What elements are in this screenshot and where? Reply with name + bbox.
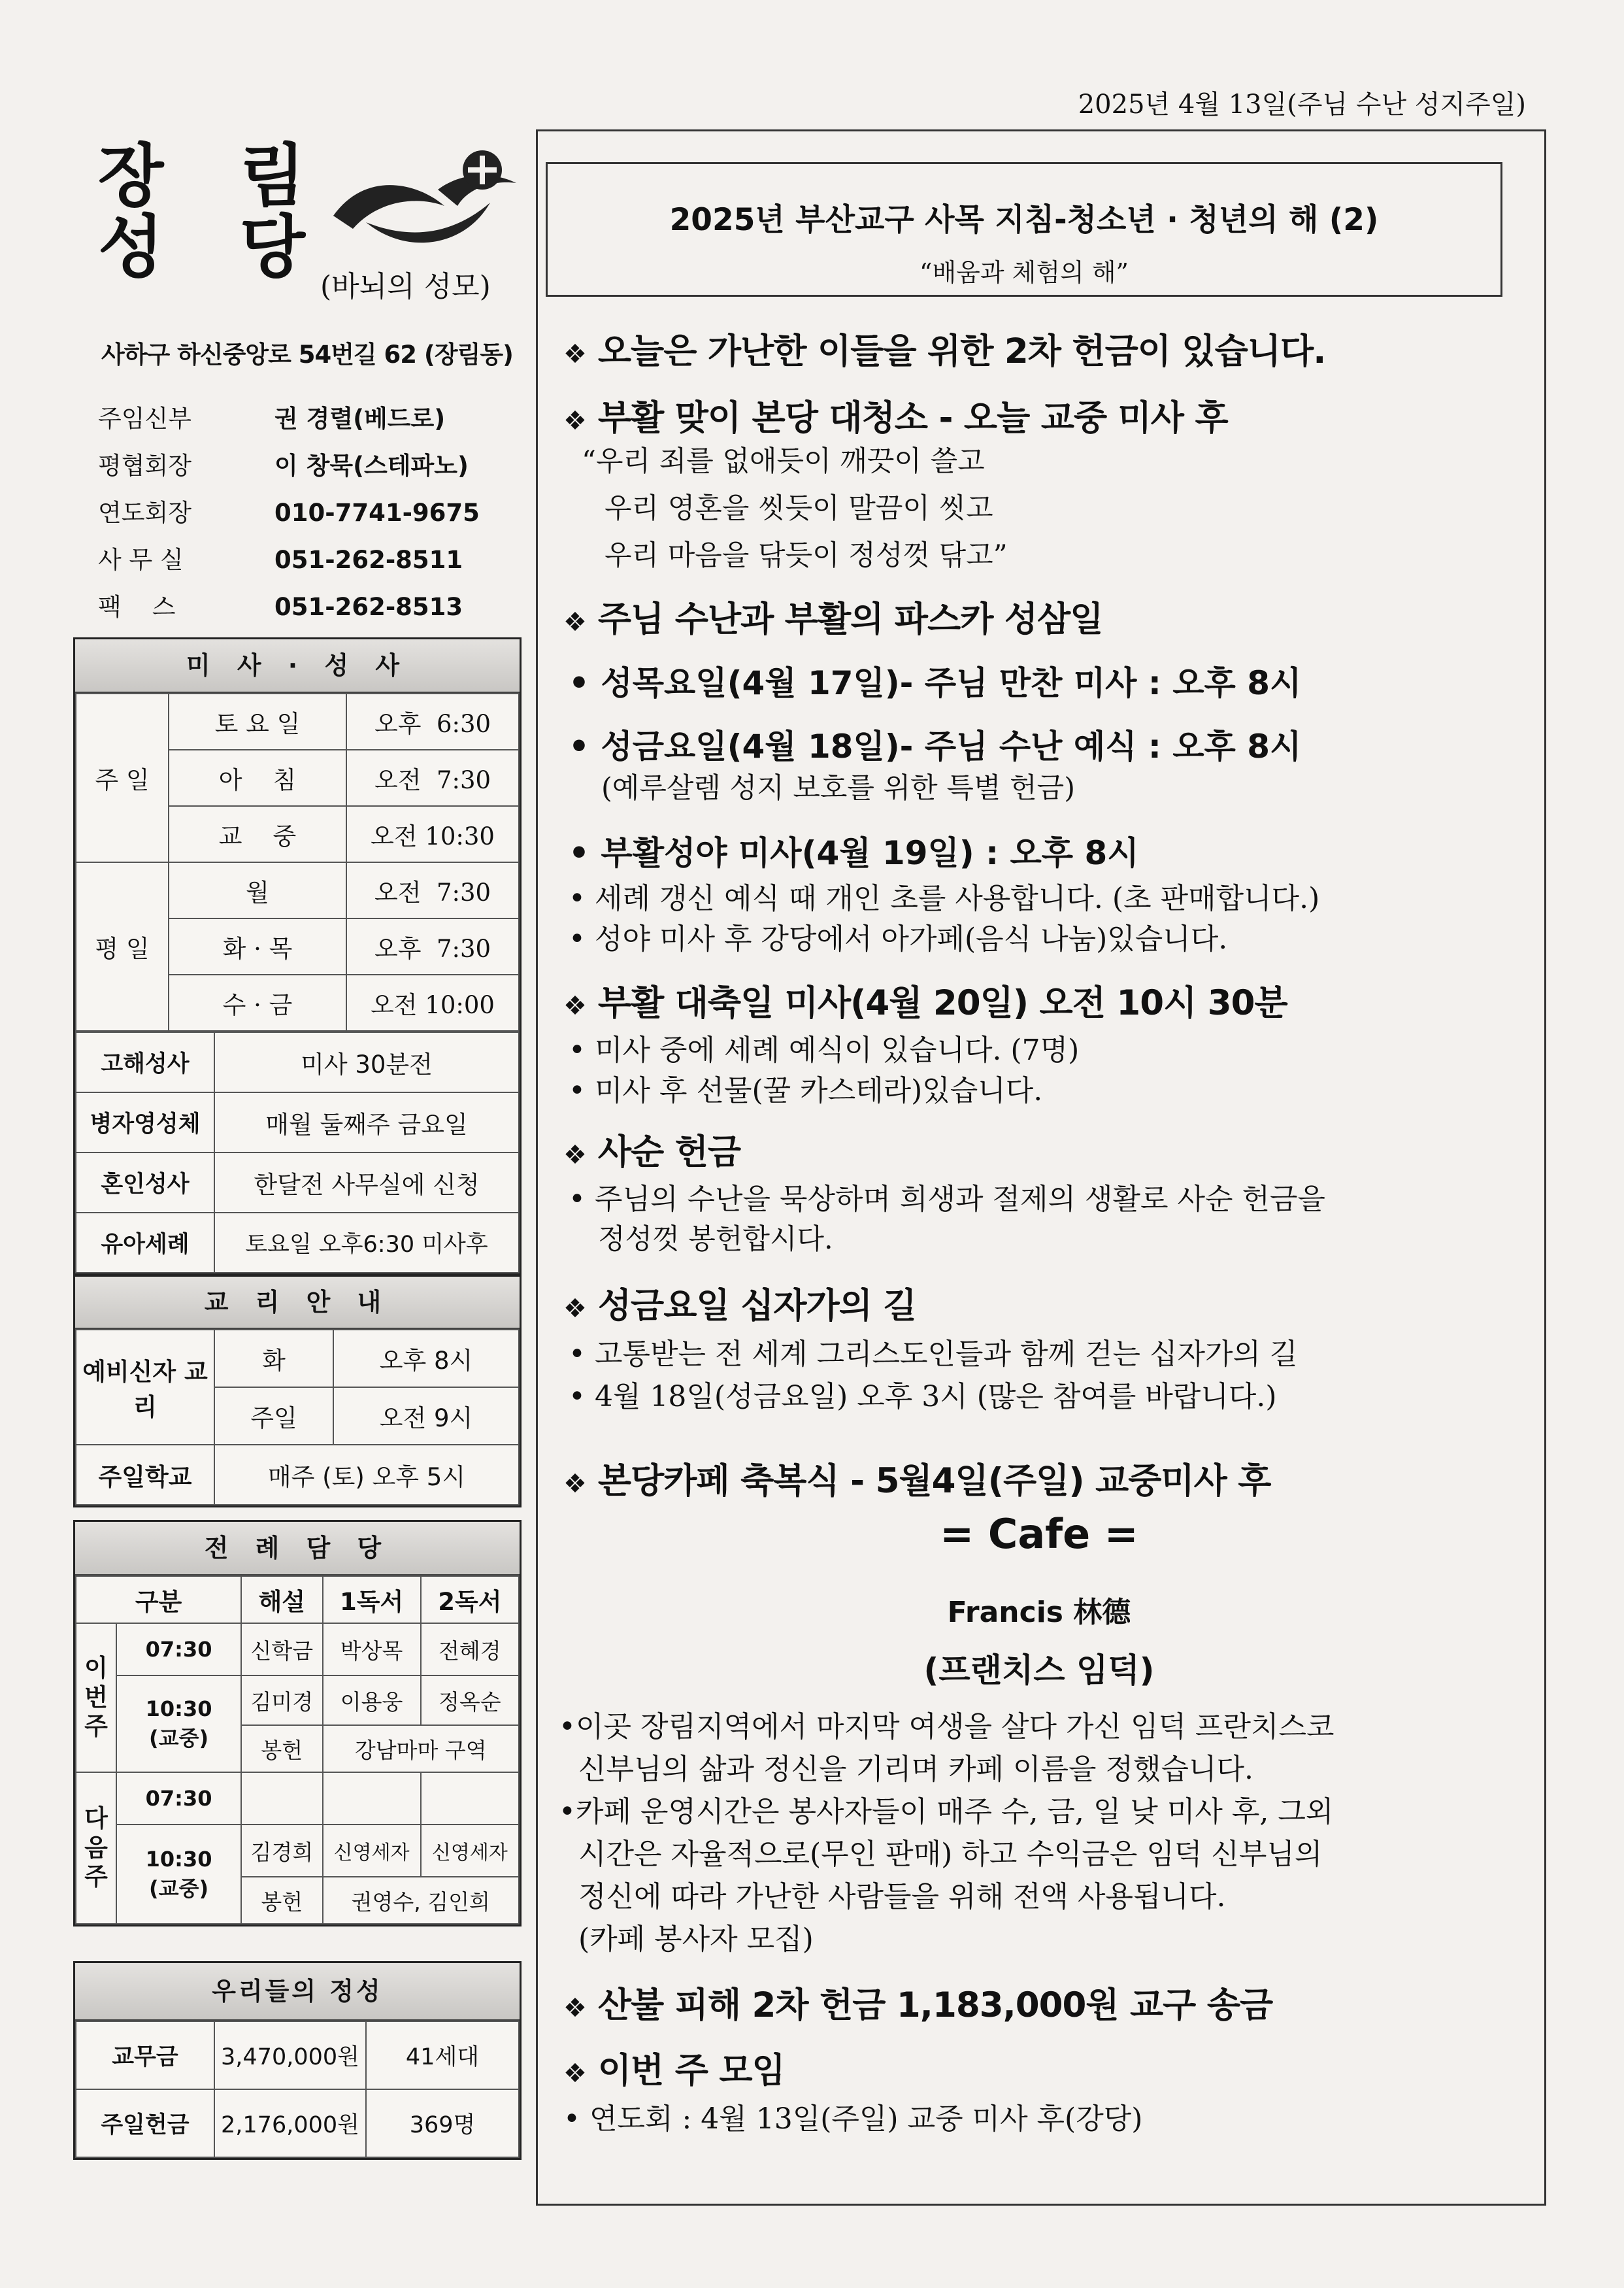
mass-time: 오전 7:30: [346, 862, 519, 918]
bullet-text: 성목요일(4월 17일)- 주님 만찬 미사 : 오후 8시: [601, 664, 1302, 702]
staff-value: 이 창묵(스테파노): [274, 452, 469, 480]
bullet-text: 세례 갱신 예식 때 개인 초를 사용합니다. (초 판매합니다.): [594, 882, 1320, 915]
liturgy-person: 권영수, 김인희: [323, 1877, 520, 1924]
notice-text: 부활 대축일 미사(4월 20일) 오전 10시 30분: [597, 983, 1287, 1023]
staff-value: 권 경렬(베드로): [274, 405, 446, 433]
mass-time: 오후 7:30: [346, 918, 519, 975]
staff-role: 주임신부: [98, 405, 191, 433]
bullet-text: 주님의 수난을 묵상하며 희생과 절제의 생활로 사순 헌금을: [594, 1183, 1325, 1216]
catechism-table: [75, 1329, 520, 1506]
staff-role: 사 무 실: [98, 546, 184, 574]
catechism-label: 예비신자 교리: [76, 1330, 214, 1445]
sacrament-value: 매월 둘째주 금요일: [214, 1092, 519, 1152]
staff-row: [98, 446, 503, 481]
parish-name-line1: 장 림: [98, 136, 332, 216]
liturgy-col: 1독서: [323, 1576, 421, 1623]
bullet-item: [569, 720, 1301, 767]
mass-header: 미 사 · 성 사: [75, 639, 520, 693]
mass-day: 교 중: [169, 806, 346, 862]
parish-name: [98, 136, 332, 288]
notice-heading: [563, 2043, 785, 2093]
diamond-icon: ❖: [563, 406, 586, 436]
liturgy-person: [241, 1772, 322, 1825]
notice-heading: [563, 592, 1102, 641]
liturgy-time: [116, 1675, 241, 1772]
mass-day: 화 · 목: [169, 918, 346, 975]
notice-heading: [563, 1278, 916, 1328]
staff-row: [98, 540, 503, 575]
bullet-icon: •: [569, 834, 589, 872]
liturgy-person: 김미경: [241, 1675, 322, 1725]
liturgy-person: [421, 1772, 519, 1825]
liturgy-time-sub: (교중): [149, 1876, 209, 1901]
bullet-icon: •: [569, 1034, 586, 1067]
catechism-header: 교 리 안 내: [75, 1277, 520, 1329]
offering-amount: 2,176,000원: [214, 2089, 366, 2157]
theme-box: [546, 162, 1502, 297]
offering-count: 41세대: [366, 2021, 519, 2089]
diamond-icon: ❖: [563, 1993, 586, 2023]
sacrament-name: 혼인성사: [76, 1152, 214, 1213]
mass-table: [75, 693, 520, 1032]
cafe-francis: Francis 林德: [947, 1596, 1131, 1629]
bullet-icon: •: [569, 728, 589, 765]
catechism-time: 오후 8시: [333, 1330, 519, 1387]
sunday-label: 주 일: [76, 694, 169, 862]
liturgy-person: 봉헌: [241, 1877, 322, 1924]
bullet-continuation: (카페 봉사자 모집): [578, 1923, 814, 1956]
bullet-icon: •: [569, 882, 586, 915]
parish-name-line2: 성 당: [98, 207, 332, 288]
liturgy-header: 전 례 담 당: [75, 1522, 520, 1575]
mass-day: 월: [169, 862, 346, 918]
liturgy-person: 신학금: [241, 1623, 322, 1675]
liturgy-time-main: 10:30: [145, 1847, 212, 1872]
bullet-text: 미사 후 선물(꿀 카스테라)있습니다.: [594, 1074, 1043, 1107]
sunday-school-value: 매주 (토) 오후 5시: [214, 1445, 519, 1505]
bullet-item: [569, 915, 1227, 957]
sunday-school-label: 주일학교: [76, 1445, 214, 1505]
catechism-day: 화: [214, 1330, 333, 1387]
notice-heading: [563, 1977, 1272, 2027]
bullet-icon: •: [569, 664, 589, 702]
liturgy-person: 정옥순: [421, 1675, 519, 1725]
staff-row: [98, 399, 503, 434]
bullet-text: 이곳 장림지역에서 마지막 여생을 살다 가신 임덕 프란치스코: [575, 1710, 1334, 1743]
bullet-text: 성야 미사 후 강당에서 아가페(음식 나눔)있습니다.: [594, 922, 1228, 956]
bullet-item: [569, 1330, 1297, 1372]
sacrament-table: [75, 1032, 520, 1273]
theme-title: 2025년 부산교구 사목 지침-청소년 · 청년의 해 (2): [669, 202, 1379, 238]
bullet-item: [559, 1703, 1334, 1745]
quote-line: “우리 죄를 없애듯이 깨끗이 쓸고: [582, 445, 985, 478]
parish-logo-icon: [327, 144, 523, 255]
diamond-icon: ❖: [563, 991, 586, 1021]
bullet-text: 고통받는 전 세계 그리스도인들과 함께 걷는 십자가의 길: [594, 1337, 1298, 1371]
diamond-icon: ❖: [563, 2059, 586, 2089]
catechism-panel: [73, 1275, 522, 1507]
weekday-label: 평 일: [76, 862, 169, 1031]
sacrament-name: 병자영성체: [76, 1092, 214, 1152]
notice-text: 부활 맞이 본당 대청소 - 오늘 교중 미사 후: [597, 398, 1228, 438]
notice-text: 주님 수난과 부활의 파스카 성삼일: [597, 599, 1103, 639]
liturgy-person: 전혜경: [421, 1623, 519, 1675]
mass-panel: [73, 637, 522, 1275]
mass-time: 오전 10:00: [346, 975, 519, 1031]
parish-patron: (바뇌의 성모): [320, 270, 491, 303]
this-week-label: 이 번 주: [76, 1623, 116, 1772]
offering-count: 369명: [366, 2089, 519, 2157]
cafe-korean-name: (프랜치스 임덕): [923, 1651, 1155, 1689]
sacrament-name: 고해성사: [76, 1032, 214, 1092]
offering-table: [75, 2021, 520, 2158]
bullet-item: [559, 1788, 1333, 1830]
offering-amount: 3,470,000원: [214, 2021, 366, 2089]
liturgy-person: 신영세자: [323, 1825, 421, 1877]
mass-time: 오후 6:30: [346, 694, 519, 750]
offering-header: 우리들의 정성: [75, 1963, 520, 2021]
liturgy-person: 박상목: [323, 1623, 421, 1675]
bullet-icon: •: [569, 922, 586, 956]
liturgy-person: 강남마마 구역: [323, 1725, 520, 1772]
liturgy-time: 07:30: [116, 1772, 241, 1825]
quote-line: 우리 영혼을 씻듯이 말끔이 씻고: [605, 492, 993, 525]
catechism-day: 주일: [214, 1387, 333, 1445]
notice-heading: [563, 324, 1325, 373]
bullet-item: [569, 827, 1139, 874]
quote-line: 우리 마음을 닦듯이 정성껏 닦고”: [605, 539, 1008, 572]
liturgy-time: 07:30: [116, 1623, 241, 1675]
liturgy-col: 해설: [241, 1576, 322, 1623]
liturgy-time-main: 10:30: [145, 1696, 212, 1722]
bullet-item: [569, 1373, 1277, 1415]
liturgy-person: 이용웅: [323, 1675, 421, 1725]
mass-day: 수 · 금: [169, 975, 346, 1031]
offering-name: 주일헌금: [76, 2089, 214, 2157]
notice-text: 이번 주 모임: [597, 2051, 785, 2091]
offering-panel: [73, 1961, 522, 2160]
staff-role: 팩 스: [98, 593, 176, 621]
sacrament-name: 유아세례: [76, 1213, 214, 1273]
diamond-icon: ❖: [563, 1469, 586, 1499]
bulletin-date: 2025년 4월 13일(주님 수난 성지주일): [1078, 90, 1526, 120]
note-line: (예루살렘 성지 보호를 위한 특별 헌금): [601, 772, 1075, 805]
liturgy-col: 2독서: [421, 1576, 519, 1623]
mass-time: 오전 10:30: [346, 806, 519, 862]
offering-name: 교무금: [76, 2021, 214, 2089]
notice-text: 사순 헌금: [597, 1132, 741, 1172]
bullet-text: 부활성야 미사(4월 19일) : 오후 8시: [601, 834, 1139, 872]
bullet-text: 연도회 : 4월 13일(주일) 교중 미사 후(강당): [589, 2102, 1143, 2136]
liturgy-person: 김경희: [241, 1825, 322, 1877]
theme-subtitle: “배움과 체험의 해”: [920, 258, 1129, 287]
liturgy-col: 구분: [76, 1576, 241, 1623]
bullet-icon: •: [559, 1710, 576, 1743]
liturgy-panel: [73, 1520, 522, 1926]
staff-value: 051-262-8513: [274, 593, 463, 621]
parish-address: 사하구 하신중앙로 54번길 62 (장림동): [101, 341, 513, 369]
mass-day: 아 침: [169, 750, 346, 806]
diamond-icon: ❖: [563, 1140, 586, 1170]
bullet-item: [569, 875, 1319, 917]
staff-row: [98, 493, 503, 528]
notice-text: 산불 피해 2차 헌금 1,183,000원 교구 송금: [597, 1985, 1273, 2025]
liturgy-person: [323, 1772, 421, 1825]
staff-role: 평협회장: [98, 452, 191, 480]
bullet-text: 미사 중에 세례 예식이 있습니다. (7명): [594, 1034, 1080, 1067]
cafe-name: = Cafe =: [940, 1510, 1138, 1558]
staff-row: [98, 587, 503, 622]
staff-role: 연도회장: [98, 499, 191, 527]
bullet-icon: •: [569, 1380, 586, 1413]
liturgy-person: 신영세자: [421, 1825, 519, 1877]
bullet-continuation: 정신에 따라 가난한 사람들을 위해 전액 사용됩니다.: [578, 1880, 1226, 1913]
notice-heading: [563, 390, 1228, 440]
staff-value: 051-262-8511: [274, 546, 463, 574]
bullet-text: 4월 18일(성금요일) 오후 3시 (많은 참여를 바랍니다.): [594, 1380, 1277, 1413]
bullet-continuation: 신부님의 삶과 정신을 기리며 카페 이름을 정했습니다.: [578, 1753, 1253, 1786]
bullet-item: [569, 1175, 1325, 1217]
notice-text: 오늘은 가난한 이들을 위한 2차 헌금이 있습니다.: [597, 331, 1326, 371]
bullet-item: [569, 657, 1301, 704]
liturgy-person: 봉헌: [241, 1725, 322, 1772]
diamond-icon: ❖: [563, 339, 586, 369]
diamond-icon: ❖: [563, 607, 586, 637]
bullet-icon: •: [569, 1074, 586, 1107]
notice-heading: [563, 1453, 1270, 1503]
bullet-icon: •: [559, 1795, 576, 1828]
bullet-continuation: 정성껏 봉헌합시다.: [598, 1223, 833, 1256]
bullet-item: [563, 2095, 1142, 2137]
bullet-icon: •: [563, 2102, 580, 2136]
bullet-icon: •: [569, 1183, 586, 1216]
notice-text: 본당카페 축복식 - 5월4일(주일) 교중미사 후: [597, 1461, 1271, 1501]
next-week-label: 다 음 주: [76, 1772, 116, 1924]
sacrament-value: 미사 30분전: [214, 1032, 519, 1092]
notice-heading: [563, 975, 1287, 1025]
bullet-item: [569, 1026, 1079, 1068]
sacrament-value: 한달전 사무실에 신청: [214, 1152, 519, 1213]
bullet-text: 카페 운영시간은 봉사자들이 매주 수, 금, 일 낮 미사 후, 그외: [575, 1795, 1334, 1828]
sacrament-value: 토요일 오후6:30 미사후: [214, 1213, 519, 1273]
mass-day: 토 요 일: [169, 694, 346, 750]
catechism-time: 오전 9시: [333, 1387, 519, 1445]
bullet-item: [569, 1067, 1042, 1109]
bullet-continuation: 시간은 자율적으로(무인 판매) 하고 수익금은 임덕 신부님의: [578, 1838, 1323, 1871]
notice-heading: [563, 1124, 740, 1174]
bullet-icon: •: [569, 1337, 586, 1371]
diamond-icon: ❖: [563, 1294, 586, 1324]
liturgy-table: [75, 1575, 520, 1925]
staff-value: 010-7741-9675: [274, 499, 480, 527]
bullet-text: 성금요일(4월 18일)- 주님 수난 예식 : 오후 8시: [601, 728, 1302, 765]
liturgy-time-sub: (교중): [149, 1726, 209, 1751]
liturgy-time: [116, 1825, 241, 1924]
notice-text: 성금요일 십자가의 길: [597, 1286, 916, 1326]
mass-time: 오전 7:30: [346, 750, 519, 806]
